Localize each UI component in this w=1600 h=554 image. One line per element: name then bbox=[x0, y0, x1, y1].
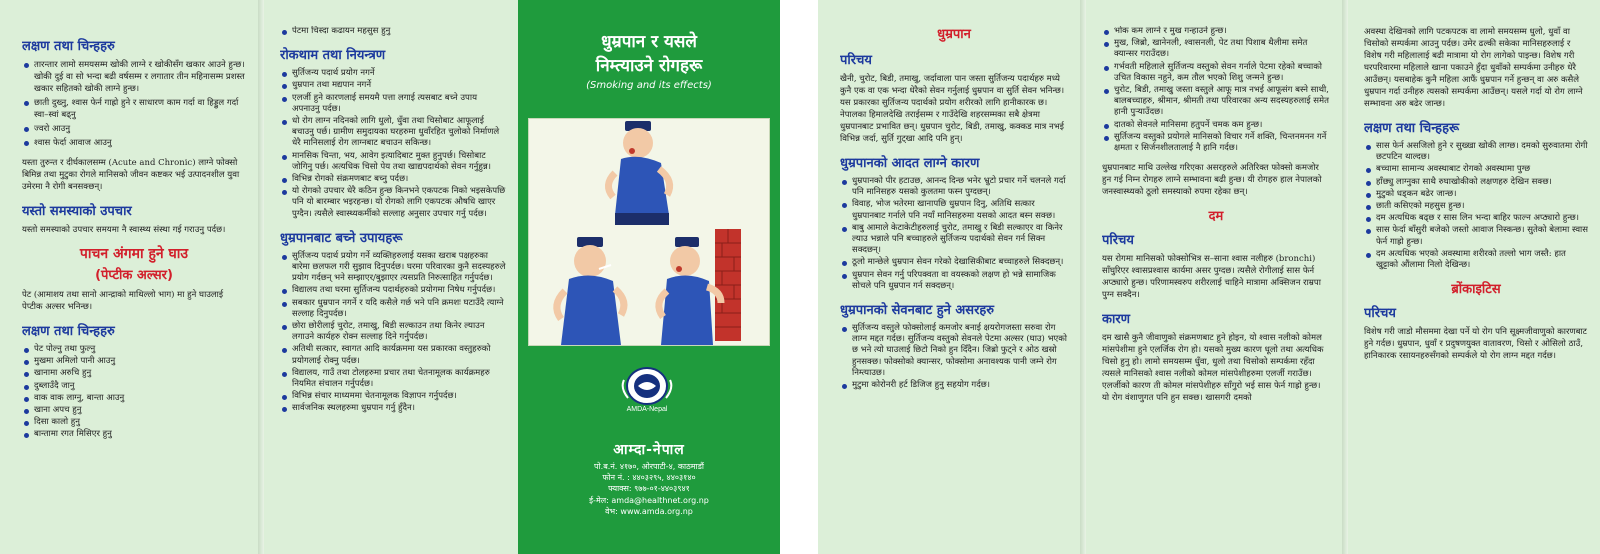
list-item: विभिन्न रोगको संक्रमणबाट बच्नु पर्दछ। bbox=[280, 174, 506, 185]
heading-intro: परिचय bbox=[840, 53, 872, 68]
panel5-column bbox=[840, 24, 1068, 548]
list-item: धुम्रपान सेवन गर्नु परिपक्वता वा वयस्कको लक्षण हो भन्ने सामाजिक सोचले पनि धुम्रपान गर्न सक्दछन्। bbox=[840, 270, 1068, 292]
heading-effects: धुम्रपानको सेवनबाट हुने असरहरु bbox=[840, 303, 995, 319]
list-item: पेट पोल्नु तथा फुल्नु bbox=[22, 344, 246, 355]
panel-bronchitis bbox=[1342, 0, 1600, 554]
logo-text: AMDA-Nepal bbox=[626, 406, 668, 413]
heading-peptic-ulcer-sub: (पेप्टीक अल्सर) bbox=[95, 268, 173, 283]
list-item: सुर्तिजन्य पदार्थ प्रयोग गर्ने व्यक्तिहरुलाई यसका खराब पक्षहरुका बारेमा छलफल गरी सुझाव दिनुपर्दछ। घरमा परिवारका कुनै सदस्यहरुले प्रयोग गर्दछन् भने सम्झाएर/बुझाएर त्यसप्रति निरुत्साहित गर्नुपर्दछ। bbox=[280, 251, 506, 285]
cover-panel bbox=[518, 0, 780, 554]
heading-prevention: रोकथाम तथा नियन्त्रण bbox=[280, 48, 386, 64]
list-item: सास फेर्न असजिलो हुने र सुख्खा खोकी लाग्छ। दमको सुरुवातमा रोगी छटपटिन थाल्दछ। bbox=[1364, 141, 1588, 163]
heading-symptoms: लक्षण तथा चिन्हहरु bbox=[22, 39, 115, 54]
heading-intro: परिचय bbox=[1102, 233, 1134, 249]
panel-prevention bbox=[258, 0, 518, 554]
list-item: मुटुमा कोरोनरी हर्ट डिजिज हुनु सहयोग गर्दछ। bbox=[840, 380, 1068, 391]
list-item: विवाह, भोज भतेरमा खानापछि धुम्रपान दिनु, अतिथि सत्कार धुम्रपानबाट गर्नाले पनि नयाँ मानिसहरुमा यसको आदत बस्न सक्छ। bbox=[840, 199, 1068, 221]
list-item: बान्तामा रगत मिसिएर हुनु bbox=[22, 429, 246, 440]
list-item: धुम्रपान तथा मद्यपान नगर्ने bbox=[280, 80, 506, 91]
heading-treatment: यस्तो समस्याको उपचार bbox=[22, 204, 132, 219]
symptoms-list bbox=[22, 59, 246, 149]
cover-title bbox=[518, 30, 780, 78]
list-item: विभिन्न संचार माध्यममा चेतनामूलक विज्ञापन गर्नुपर्दछ। bbox=[280, 391, 506, 402]
org-phone: फोन नं. : ४४०३२९५, ४४०३१४० bbox=[602, 473, 696, 482]
effects-list-cont bbox=[1102, 26, 1330, 154]
list-item: विद्यालय तथा घरमा सुर्तिजन्य पदार्थहरुको प्रयोगमा निषेध गर्नुपर्दछ। bbox=[280, 285, 506, 296]
list-item: पेटमा चिस्दा कढायन महसुस हुनु bbox=[280, 26, 506, 37]
list-item: यो रोगको उपचार धेरै कठिन हुन्छ किनभने एकपटक निको भइसकेपछि पनि यो बारम्बार भइरहन्छ। यो रोगको लागि एकपटक औषधि खाएर पुग्दैन। त्यसैले स्वास्थ्यकर्मीको सल्लाह अनुसार उपचार गर्नु पर्दछ। bbox=[280, 186, 506, 220]
list-item: मुख, जिब्रो, खानेनली, श्वासनली, पेट तथा पिशाब थैलीमा समेत क्यान्सर गराउँदछ। bbox=[1102, 38, 1330, 60]
smoking-men-illustration bbox=[529, 119, 771, 347]
paragraph: अवस्था देखिनको लागि पटकपटक वा लामो समयसम्म धुलो, धुवाँ वा चिसोको सम्पर्कमा आउनु पर्दछ। उमेर ढल्की सकेका मानिसहरुलाई र विशेष गरी महिलालाई बढी मात्रामा यो रोग लागेको पाइन्छ। विशेष गरी घरपरिवारमा महिलाले खाना पकाउने हुँदा धुवाँको सम्पर्कमा उनीहरु धेरै आउँछन्। यसबाहेक कुनै महिला आफैं धुम्रपान गर्ने हुन्छन् वा अरु कसैले धुम्रपान गर्दा उनीहरु त्यसको सम्पर्कमा आउँछन्। यसले गर्दा यो रोग लाग्ने सम्भावना अरु बढेर जान्छ। bbox=[1364, 27, 1583, 109]
cover-subtitle: (Smoking and its effects) bbox=[586, 80, 712, 91]
heading-causes: धुम्रपानको आदत लाग्ने कारण bbox=[840, 156, 980, 171]
list-item: दम अत्यधिक बढ्छ र सास लिन भन्दा बाहिर फाल्न अप्ठ्यारो हुन्छ। bbox=[1364, 213, 1588, 224]
cover-title-line1: धुम्रपान र यसले bbox=[601, 32, 697, 52]
list-item: गर्भवती महिलाले सुर्तिजन्य वस्तुको सेवन गर्नाले पेटमा रहेको बच्चाको उचित विकास नहुने, कम तौल भएको शिशु जन्मने हुन्छ। bbox=[1102, 62, 1330, 84]
ulcer-symptoms-cont bbox=[280, 26, 506, 37]
asthma-symptoms-list bbox=[1364, 141, 1588, 271]
list-item: धुम्रपानको पीर हटाउछ, आनन्द दिन्छ भनेर भ्रुटो प्रचार गर्ने चलनले गर्दा पनि मानिसहरु यसको कुलतमा फस्न पुग्दछन्। bbox=[840, 176, 1068, 198]
causes-list bbox=[840, 176, 1068, 292]
list-item: सार्वजनिक स्थलहरुमा धुम्रपान गर्नु हुँदैन। bbox=[280, 403, 506, 414]
list-item: छाती कसिएको महसुस हुन्छ। bbox=[1364, 201, 1588, 212]
panel-smoking bbox=[818, 0, 1080, 554]
org-address: पो.ब.नं. ४१७०, ओरपाटी-४, काठमाडौं bbox=[594, 462, 704, 471]
heading-cause: कारण bbox=[1102, 312, 1131, 328]
avoid-smoking-list bbox=[280, 251, 506, 415]
list-item: सबकार धुम्रपान नगर्ने र यदि कसैले गर्छ भने पनि क्रमशः घटाउँदै त्याग्ने सल्लाह दिनुपर्दछ। bbox=[280, 298, 506, 320]
heading-smoking: धुम्रपान bbox=[937, 27, 971, 42]
list-item: सुर्तिजन्य वस्तुले फोक्सोलाई कमजोर बनाई क्षयरोगजस्ता सरुवा रोग लाग्न मद्दत गर्दछ। सुर्तिजन्य वस्तुको सेवनले पेटमा अल्सर (घाउ) भएको छ भने त्यो घाउलाई छिटो निको हुन दिँदैन। जिब्रो फुट्ने र ओठ खस्रो हुनसक्छ। फोक्सोको क्यान्सर, फोक्सोमा अनावश्यक पानी जम्ने रोग निम्त्याउछ। bbox=[840, 323, 1068, 379]
prevention-list bbox=[280, 68, 506, 220]
paragraph: यस रोगमा मानिसको फोक्सोभित्र स–साना श्वास नलीहरु (bronchi) साँघुरिएर श्वासप्रश्वास कार्यमा असर पुग्दछ। त्यसैले रोगीलाई सास फेर्न अप्ठ्यारो हुन्छ। परिणामस्वरुप शरीरलाई चाहिने मात्रामा अक्सिजन राम्रपा पुग्न सक्दैन। bbox=[1102, 254, 1321, 301]
list-item: ज्वरो आउनु bbox=[22, 123, 246, 135]
effects-list bbox=[840, 323, 1068, 391]
heading-symptoms: लक्षण तथा चिन्हहरू bbox=[1364, 121, 1460, 136]
paragraph: खैनी, चुरोट, बिडी, तमाखु, जर्दावाला पान जस्ता सुर्तिजन्य पदार्थहरु मध्ये कुनै एक वा एक भन्दा धेरैको सेवन गर्नुलाई धुम्रपान वा सुर्ति सेवन भनिन्छ। यस प्रकारका सुर्तिजन्य पदार्थको प्रयोग शरीरको लागि हानीकारक छ। नेपालका हिमालदेखि तराईसम्म र गाउँदेखि शहरसम्मका सबै क्षेत्रमा धुम्रपानबाट प्रभावित छन्। धुम्रपान चुरोट, बिडी, तमाखु, कक्कड मात्र नभई विभिन्न जर्दा, सुर्ति गुट्खा आदि पनि हुन्। bbox=[840, 74, 1065, 144]
list-item: एलर्जी हुने कारणलाई समयमै पत्ता लगाई त्यसबाट बच्ने उपाय अपनाउनु पर्दछ। bbox=[280, 93, 506, 115]
org-website: वेभ: www.amda.org.np bbox=[605, 507, 693, 516]
heading-avoid-smoking: धुम्रपानबाट बच्ने उपायहरू bbox=[280, 230, 403, 246]
list-item: छाती दुख्नु, श्वास फेर्न गाह्रो हुने र साधारण काम गर्दा वा हिड्डुल गर्दा स्वा–स्वां बढ्नु bbox=[22, 97, 246, 121]
panel-symptoms bbox=[0, 0, 258, 554]
list-item: चुरोट, बिडी, तमाखु जस्ता वस्तुले आफू मात्र नभई आफूसंग बस्ने साथी, बालबच्चाहरु, श्रीमान, श्रीमती तथा परिवारका अन्य सदस्यहरुलाई समेत हानी पुऱ्याउँदछ। bbox=[1102, 85, 1330, 119]
list-item: वाक वाक लाग्नु, बान्ता आउनु bbox=[22, 393, 246, 404]
paragraph: धुम्रपानबाट माथि उल्लेख गरिएका असरहरुले अतिरिक्त फोक्सो कमजोर हुन गई निम्न रोगहरु लाग्ने सम्भावना बढी हुन्छ। यी रोगहरु हाल नेपालको जनस्वास्थ्यको ठूलो समस्याको रुपमा रहेका छन्। bbox=[1102, 163, 1322, 198]
heading-symptoms-ulcer: लक्षण तथा चिन्हहरु bbox=[22, 324, 115, 339]
panel7-column bbox=[1364, 26, 1588, 548]
list-item: तारन्तार लामो समयसम्म खोकी लाग्ने र खोकीसँग खकार आउने हुन्छ। खोकी दुई वा सो भन्दा बढी वर्षसम्म र लगातार तीन महिनासम्म प्रशस्त खकार सहितको खोकी लाग्ने हुन्छ। bbox=[22, 59, 246, 95]
paragraph: विशेष गरी जाडो मौसममा देखा पर्ने यो रोग पनि सूक्ष्मजीवाणुको कारणबाट हुने गर्दछ। धुम्रपान, धुवाँ र प्रदुषणयुक्त वातावरण, चिसो र ओसिलो ठाउँ, हानिकारक रसायनहरुसँगको सम्पर्कले यो रोग लाग्न मद्दत गर्दछ। bbox=[1364, 327, 1587, 362]
list-item: श्वास फेर्दा आवाज आउनु bbox=[22, 137, 246, 149]
list-item: खानामा अरुचि हुनु bbox=[22, 368, 246, 379]
cover-title-line2: निम्त्याउने रोगहरू bbox=[595, 56, 703, 76]
list-item: भोक कम लाग्ने र मुख गन्हाउने हुन्छ। bbox=[1102, 26, 1330, 37]
list-item: मानसिक चिन्ता, भय, आवेग इत्यादिबाट मुक्त हुनुपर्छ। चिसोबाट जोगिनु पर्छ। अत्यधिक चिसो पेय तथा खाद्यपदार्थको सेवन गर्नुहुन्न। bbox=[280, 151, 506, 173]
panel2-column bbox=[280, 26, 506, 548]
panel1-column bbox=[22, 30, 246, 548]
fold-divider bbox=[258, 0, 264, 554]
list-item: मुटुको धड्कन बढेर जान्छ। bbox=[1364, 189, 1588, 200]
org-fax: फ्याक्स: ९७७-०१-४४०३९४१ bbox=[608, 484, 690, 493]
list-item: विद्यालय, गाउँ तथा टोलहरुमा प्रचार तथा चेतनामूलक कार्यक्रमहरु नियमित संचालन गर्नुपर्दछ। bbox=[280, 368, 506, 390]
list-item: बच्चामा सामान्य अवस्थाबाट रोगको अवस्थामा पुग्छ bbox=[1364, 164, 1588, 175]
list-item: छोरा छोरीलाई चुरोट, तमाखु, बिडी सल्काउन तथा किनेर ल्याउन लगाउने कार्यहरु रोक्न सल्लाह दिने गर्नुपर्दछ। bbox=[280, 321, 506, 343]
list-item: मुखमा अमिलो पानी आउनु bbox=[22, 356, 246, 367]
smoking-illustration bbox=[528, 118, 770, 346]
ulcer-symptoms-list bbox=[22, 344, 246, 441]
list-item: खाना अपच हुनु bbox=[22, 405, 246, 416]
fold-divider bbox=[1342, 0, 1348, 554]
list-item: हाँछ्यु लाग्नुका साथै रुघाखोकीको लक्षणहरु देखिन सक्छ। bbox=[1364, 177, 1588, 188]
org-email: ई-मेल: amda@healthnet.org.np bbox=[589, 496, 709, 505]
panel6-column bbox=[1102, 26, 1330, 548]
list-item: सास फेर्दा बाँसुरी बजेको जस्तो आवाज निस्कन्छ। सुतेको बेलामा स्वास फेर्न गाह्रो हुन्छ। bbox=[1364, 225, 1588, 247]
heading-bronchitis: ब्रोंकाइटिस bbox=[1451, 282, 1501, 298]
list-item: सुर्तिजन्य वस्तुको प्रयोगले मानिसको विचार गर्ने शक्ति, चिन्तनमनन गर्ने क्षमता र सिर्जनशीलतालाई नै हानि गर्दछ। bbox=[1102, 132, 1330, 154]
fold-divider bbox=[1080, 0, 1086, 554]
list-item: धो रोग लाग्न नदिनको लागि धुलो, धुँवा तथा चिसोबाट आफूलाई बचाउनु पर्छ। ग्रामीण समुदायका घरहरुमा धुवाँरहित चुलोको निर्माणले धेरै मानिसलाई रोग लाग्नबाट बचाउन सकिन्छ। bbox=[280, 116, 506, 150]
heading-asthma: दम bbox=[1208, 209, 1224, 225]
heading-intro: परिचय bbox=[1364, 306, 1396, 322]
list-item: दातको सेवनले मानिसमा हतुपर्ने चमक कम हुन्छ। bbox=[1102, 120, 1330, 131]
org-name: आम्दा-नेपाल bbox=[613, 442, 685, 458]
paragraph: पेट (आमाशय तथा सानो आन्द्राको माथिल्लो भाग) मा हुने घाउलाई पेप्टीक अल्सर भनिन्छ। bbox=[22, 290, 224, 312]
heading-peptic-ulcer: पाचन अंगमा हुने घाउ bbox=[79, 246, 189, 262]
list-item: दुब्लाउँदै जानु bbox=[22, 381, 246, 392]
amda-nepal-logo bbox=[610, 366, 684, 418]
paragraph: यस्तो समस्याको उपचार समयमा नै स्वास्थ्य संस्था गई गराउनु पर्दछ। bbox=[22, 225, 226, 235]
list-item: दिसा कालो हुनु bbox=[22, 417, 246, 428]
list-item: बाबु आमाले केटाकेटीहरुलाई चुरोट, तमाखु र बिडी सल्काएर वा किनेर ल्याउ भन्नाले पनि बच्चाहरुले सुर्तिजन्य पदार्थको सेवन गर्न सिक्न सक्दछन्। bbox=[840, 223, 1068, 257]
list-item: दम अत्यधिक भएको अवस्थामा शरीरको तल्लो भाग जस्तै: हात खुट्टाको औंलामा निलो देखिन्छ। bbox=[1364, 249, 1588, 271]
panel-asthma bbox=[1080, 0, 1342, 554]
list-item: ठूलो मान्छेले धुम्रपान सेवन गरेको देखासिकीबाट बच्चाहरुले सिक्दछन्। bbox=[840, 257, 1068, 268]
paragraph: दम खासै कुनै जीवाणुको संक्रमणबाट हुने होइन, यो श्वास नलीको कोमल मांसपेशीमा हुने एलर्जिक रोग हो। यसको मुख्य कारण धूलो तथा अत्यधिक चिसो हुनु हो। लामो समयसम्म धुँवा, धुलो तथा चिसोको सम्पर्कमा रहँदा त्यसले मानिसको श्वास नलीको कोमल मांसपेशीहरुमा एलर्जी गराउँछ। एलर्जीको कारण ती कोमल मांसपेशीहरु साँगुरो भई सास फेर्न गाह्रो हुन्छ। यो रोग वंशाणुगत पनि हुन सक्छ। खासगरी दमको bbox=[1102, 333, 1324, 404]
page-gap bbox=[780, 0, 818, 554]
list-item: अतिथी सत्कार, स्वागत आदि कार्यक्रममा यस प्रकारका वस्तुहरुको प्रयोगलाई रोक्नु पर्दछ। bbox=[280, 344, 506, 366]
paragraph: यस्ता तुरुन्त र दीर्घकालसम्म (Acute and Chronic) लाग्ने फोक्सो बिमिन्न तथा मुटुका रोगले मानिसको जीवन कष्टकर भई उत्पादनशील युवा उमेरमा नै रोगी बनसक्छन्। bbox=[22, 158, 240, 192]
list-item: सुर्तिजन्य पदार्थ प्रयोग नगर्ने bbox=[280, 68, 506, 79]
